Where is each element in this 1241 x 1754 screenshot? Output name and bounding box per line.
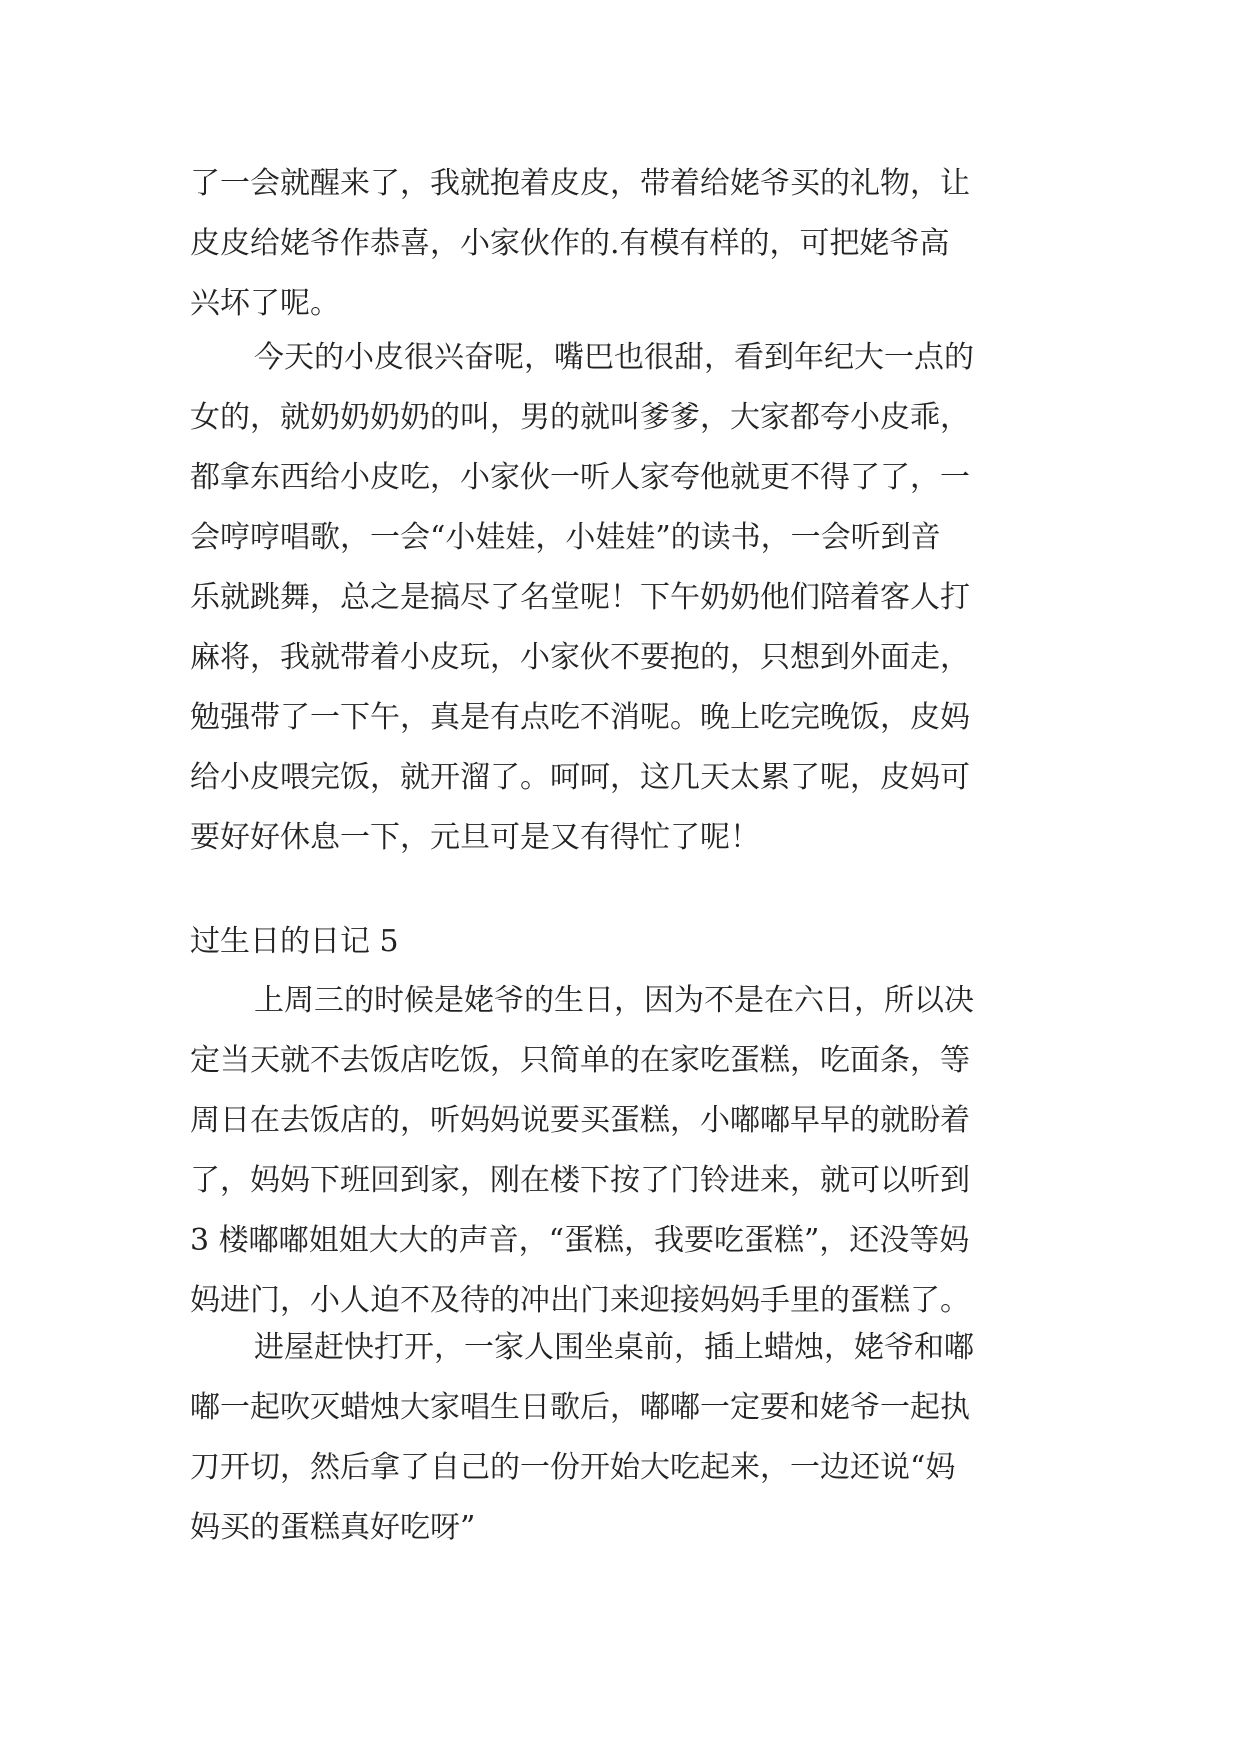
text-line: 妈进门，小人迫不及待的冲出门来迎接妈妈手里的蛋糕了。 bbox=[190, 1283, 970, 1318]
text-line: 嘟一起吹灭蜡烛大家唱生日歌后，嘟嘟一定要和姥爷一起执 bbox=[190, 1390, 970, 1425]
text-line: 了，妈妈下班回到家，刚在楼下按了门铃进来，就可以听到 bbox=[190, 1163, 970, 1198]
text-line: 麻将，我就带着小皮玩，小家伙不要抱的，只想到外面走， bbox=[190, 640, 970, 675]
section-title bbox=[190, 912, 1050, 972]
paragraph-cake bbox=[190, 1318, 1050, 1558]
text-line: 了一会就醒来了，我就抱着皮皮，带着给姥爷买的礼物，让 bbox=[190, 166, 970, 201]
text-line: 今天的小皮很兴奋呢，嘴巴也很甜，看到年纪大一点的 bbox=[254, 340, 974, 375]
text-line: 周日在去饭店的，听妈妈说要买蛋糕，小嘟嘟早早的就盼着 bbox=[190, 1103, 970, 1138]
text-line: 上周三的时候是姥爷的生日，因为不是在六日，所以决 bbox=[254, 983, 974, 1018]
text-line: 乐就跳舞，总之是搞尽了名堂呢！下午奶奶他们陪着客人打 bbox=[190, 580, 970, 615]
text-line: 妈买的蛋糕真好吃呀” bbox=[190, 1510, 476, 1545]
text-line: 给小皮喂完饭，就开溜了。呵呵，这几天太累了呢，皮妈可 bbox=[190, 760, 970, 795]
paragraph-continued bbox=[190, 154, 1050, 334]
paragraph-birthday bbox=[190, 971, 1050, 1331]
text-line: 要好好休息一下，元旦可是又有得忙了呢！ bbox=[190, 820, 760, 855]
section-title-text: 过生日的日记 5 bbox=[190, 924, 399, 959]
text-line: 都拿东西给小皮吃，小家伙一听人家夸他就更不得了了，一 bbox=[190, 460, 970, 495]
paragraph-today bbox=[190, 328, 1050, 868]
text-line: 刀开切，然后拿了自己的一份开始大吃起来，一边还说“妈 bbox=[190, 1450, 956, 1485]
text-line: 兴坏了呢。 bbox=[190, 286, 340, 321]
text-line: 会哼哼唱歌，一会“小娃娃，小娃娃”的读书，一会听到音 bbox=[190, 520, 941, 555]
text-line: 进屋赶快打开，一家人围坐桌前，插上蜡烛，姥爷和嘟 bbox=[254, 1330, 974, 1365]
text-line: 皮皮给姥爷作恭喜，小家伙作的.有模有样的，可把姥爷高 bbox=[190, 226, 950, 261]
text-line: 定当天就不去饭店吃饭，只简单的在家吃蛋糕，吃面条，等 bbox=[190, 1043, 970, 1078]
text-line: 勉强带了一下午，真是有点吃不消呢。晚上吃完晚饭，皮妈 bbox=[190, 700, 970, 735]
text-line: 女的，就奶奶奶奶的叫，男的就叫爹爹，大家都夸小皮乖， bbox=[190, 400, 970, 435]
text-line: 3 楼嘟嘟姐姐大大的声音，“蛋糕，我要吃蛋糕”，还没等妈 bbox=[190, 1223, 970, 1258]
